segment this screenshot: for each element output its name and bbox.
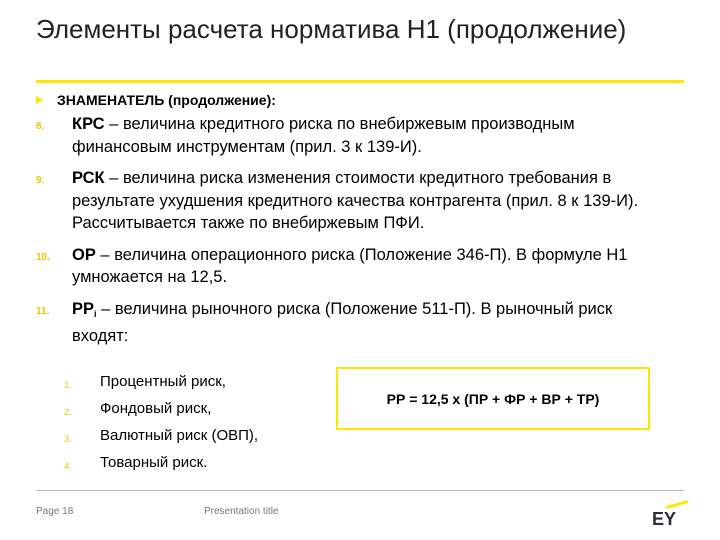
list-item — [36, 298, 656, 348]
sub-list-item — [64, 426, 364, 446]
sub-item-list — [64, 372, 364, 480]
sub-item-text: Процентный риск, — [100, 373, 226, 390]
svg-text:EY: EY — [652, 509, 677, 526]
sub-item-number: 1. — [64, 380, 72, 391]
bullet-arrow-icon — [36, 96, 43, 104]
item-term: РР — [72, 299, 95, 318]
sub-list-item — [64, 453, 364, 473]
item-term: РСК — [72, 169, 105, 187]
item-list — [36, 113, 656, 357]
ey-logo-icon — [652, 500, 688, 526]
formula-box — [336, 367, 650, 430]
item-text: – величина риска изменения стоимости кредитного требования в результате ухудшения кредитного качества контрагента (прил. 8 к 139-И). Рассчитывается также по внебиржевым ПФИ. — [72, 169, 639, 232]
item-number: 11. — [36, 305, 50, 317]
footer-presentation-title: Presentation title — [204, 506, 279, 517]
item-number: 10. — [36, 251, 50, 263]
footer-divider — [36, 490, 684, 491]
item-term: ОР — [72, 245, 96, 264]
section-subheader — [36, 92, 276, 108]
footer-page-number: Page 18 — [36, 506, 74, 517]
slide-title: Элементы расчета норматива Н1 (продолжение) — [36, 14, 627, 44]
list-item — [36, 244, 656, 289]
item-text: – величина операционного риска (Положение 346-П). В формуле Н1 умножается на 12,5. — [72, 245, 628, 286]
item-text: – величина кредитного риска по внебиржевым производным финансовым инструментам (прил. 3 к 139-И). — [72, 115, 575, 156]
item-number: 8. — [36, 121, 45, 132]
sub-item-text: Валютный риск (ОВП), — [100, 427, 259, 444]
sub-list-item — [64, 399, 364, 419]
list-item — [36, 113, 656, 158]
formula-text: РР = 12,5 х (ПР + ФР + ВР + ТР) — [386, 390, 600, 407]
sub-item-number: 4. — [64, 461, 72, 472]
item-term-subscript: i — [94, 308, 97, 319]
subheader-text: ЗНАМЕНАТЕЛЬ (продолжение): — [57, 92, 276, 108]
title-underline — [36, 80, 684, 83]
item-term: КРС — [72, 115, 105, 133]
sub-item-number: 3. — [64, 434, 72, 445]
sub-list-item — [64, 372, 364, 392]
sub-item-text: Товарный риск. — [100, 454, 208, 471]
list-item — [36, 167, 656, 235]
item-number: 9. — [36, 175, 45, 186]
item-text: – величина рыночного риска (Положение 511-П). В рыночный риск входят: — [72, 299, 613, 345]
sub-item-text: Фондовый риск, — [100, 400, 212, 417]
sub-item-number: 2. — [64, 407, 72, 418]
